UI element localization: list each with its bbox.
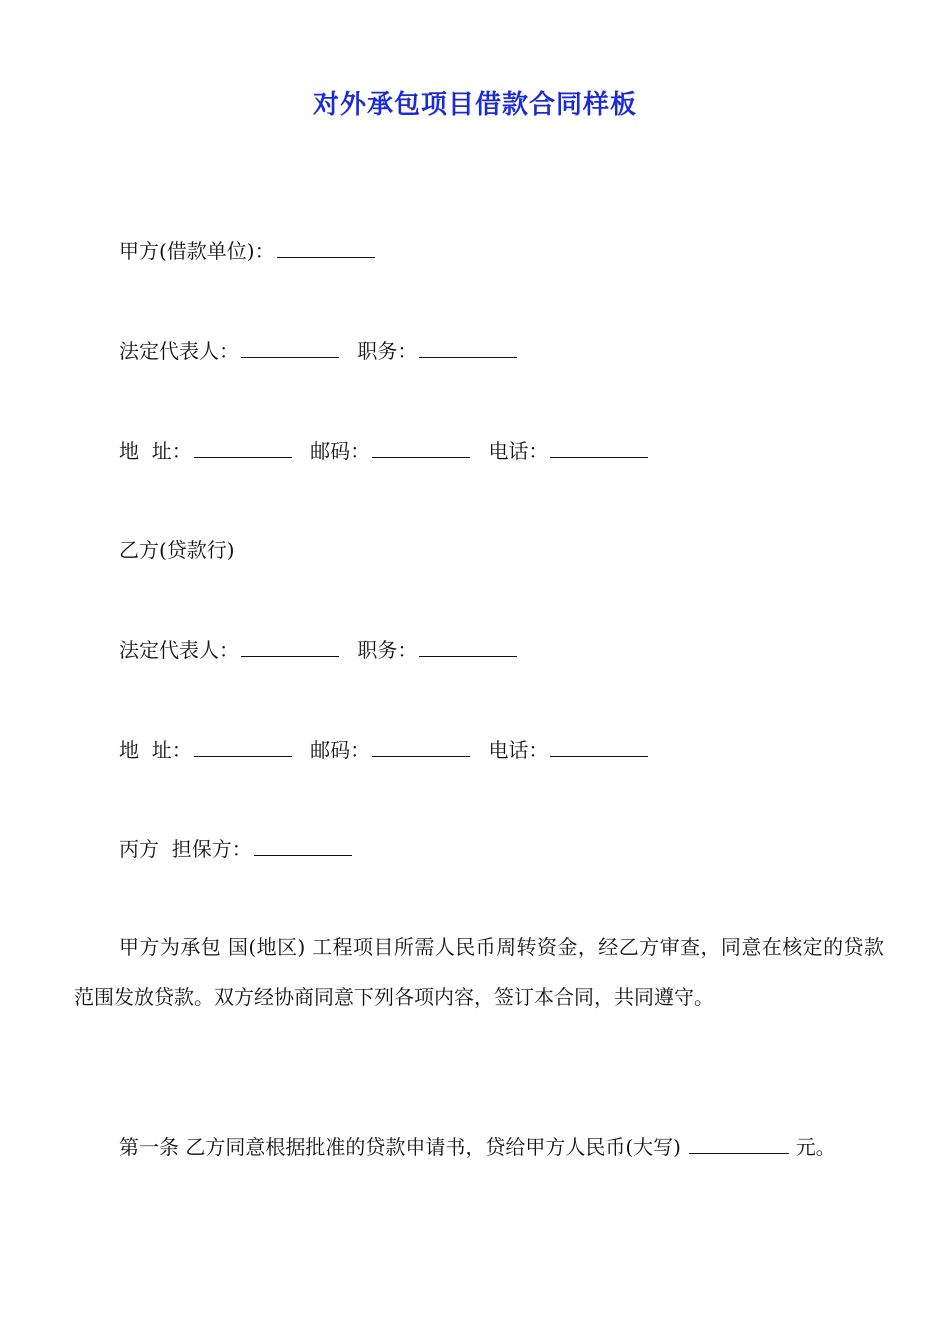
party-a-rep-blank[interactable] bbox=[241, 339, 339, 358]
party-b-address-label: 地 址： bbox=[119, 738, 192, 762]
party-b-phone-label: 电话： bbox=[488, 738, 549, 762]
article-1-unit: 元。 bbox=[795, 1135, 836, 1159]
party-a-rep-label: 法定代表人： bbox=[119, 339, 239, 363]
party-b-label: 乙方(贷款行) bbox=[119, 538, 235, 562]
party-a-line bbox=[119, 236, 387, 266]
party-b-rep-line bbox=[119, 635, 529, 665]
article-1-text: 第一条 乙方同意根据批准的贷款申请书，贷给甲方人民币(大写) bbox=[119, 1135, 681, 1159]
party-b-position-blank[interactable] bbox=[419, 638, 517, 657]
party-b-rep-label: 法定代表人： bbox=[119, 638, 239, 662]
party-b-position-label: 职务： bbox=[357, 638, 418, 662]
party-b-line bbox=[119, 535, 235, 565]
party-b-rep-blank[interactable] bbox=[241, 638, 339, 657]
party-a-address-label: 地 址： bbox=[119, 439, 192, 463]
party-c-line bbox=[119, 834, 364, 864]
party-b-address-blank[interactable] bbox=[194, 738, 292, 757]
article-1-paragraph bbox=[74, 1122, 884, 1172]
party-a-address-line bbox=[119, 436, 660, 466]
party-a-address-blank[interactable] bbox=[194, 439, 292, 458]
party-a-position-label: 职务： bbox=[357, 339, 418, 363]
party-a-rep-line bbox=[119, 336, 529, 366]
party-c-blank[interactable] bbox=[254, 837, 352, 856]
intro-paragraph: 甲方为承包 国(地区) 工程项目所需人民币周转资金，经乙方审查，同意在核定的贷款范围发放贷款。双方经协商同意下列各项内容，签订本合同，共同遵守。 bbox=[74, 935, 884, 1009]
party-b-zip-blank[interactable] bbox=[372, 738, 470, 757]
party-a-position-blank[interactable] bbox=[419, 339, 517, 358]
party-a-label: 甲方(借款单位)： bbox=[119, 239, 275, 263]
loan-amount-blank[interactable] bbox=[689, 1135, 789, 1154]
party-b-phone-blank[interactable] bbox=[550, 738, 648, 757]
party-c-label: 丙方 担保方： bbox=[119, 837, 252, 861]
document-title: 对外承包项目借款合同样板 bbox=[312, 90, 637, 120]
party-a-zip-blank[interactable] bbox=[372, 439, 470, 458]
party-b-zip-label: 邮码： bbox=[310, 738, 371, 762]
party-a-zip-label: 邮码： bbox=[310, 439, 371, 463]
party-a-name-blank[interactable] bbox=[277, 239, 375, 258]
party-b-address-line bbox=[119, 735, 660, 765]
party-a-phone-label: 电话： bbox=[488, 439, 549, 463]
party-a-phone-blank[interactable] bbox=[550, 439, 648, 458]
